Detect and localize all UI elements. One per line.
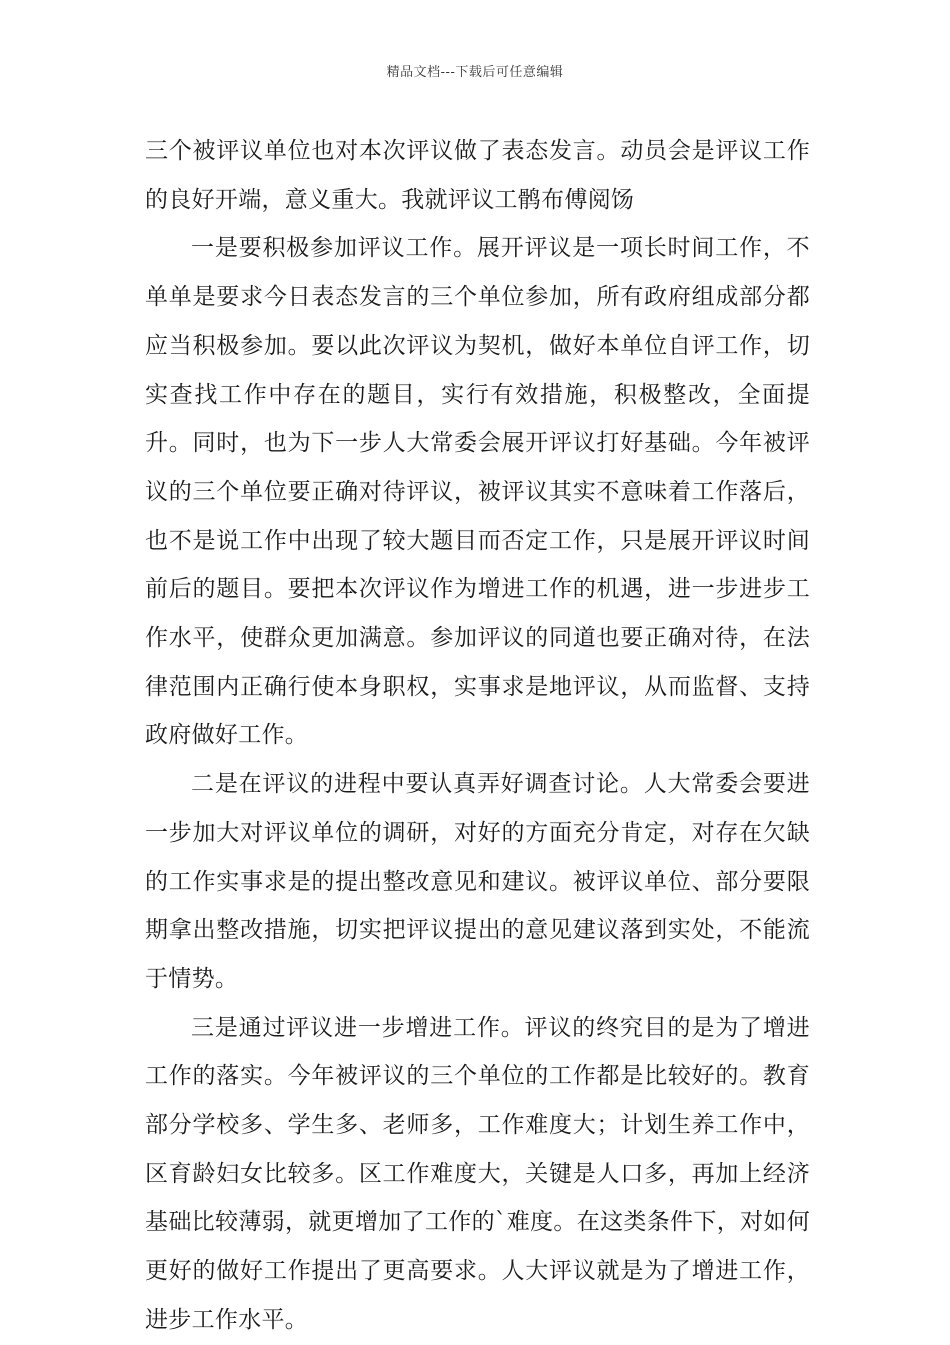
page-header: 精品文档---下载后可任意编辑: [386, 65, 564, 80]
paragraph-point-two: 二是在评议的进程中要认真弄好调查讨论。人大常委会要进一步加大对评议单位的调研，对好的方面充分肯定，对存在欠缺的工作实事求是的提出整改意见和建议。被评议单位、部分要限期拿出整改措施，切实把评议提出的意见建议落到实处，不能流于情势。: [145, 771, 810, 992]
document-body: [145, 127, 810, 1345]
paragraph-point-one: 一是要积极参加评议工作。展开评议是一项长时间工作，不单单是要求今日表态发言的三个单位参加，所有政府组成部分都应当积极参加。要以此次评议为契机，做好本单位自评工作，切实查找工作中存在的题目，实行有效措施，积极整改，全面提升。同时，也为下一步人大常委会展开评议打好基础。今年被评议的三个单位要正确对待评议，被评议其实不意味着工作落后，也不是说工作中出现了较大题目而否定工作，只是展开评议时间前后的题目。要把本次评议作为增进工作的机遇，进一步进步工作水平，使群众更加满意。参加评议的同道也要正确对待，在法律范围内正确行使本身职权，实事求是地评议，从而监督、支持政府做好工作。: [145, 235, 810, 749]
paragraph-continuation: 三个被评议单位也对本次评议做了表态发言。动员会是评议工作的良好开端，意义重大。我就评议工鹘布傅阅饧: [145, 138, 810, 213]
paragraph-point-three: 三是通过评议进一步增进工作。评议的终究目的是为了增进工作的落实。今年被评议的三个单位的工作都是比较好的。教育部分学校多、学生多、老师多，工作难度大；计划生养工作中，区育龄妇女比较多。区工作难度大，关键是人口多，再加上经济基础比较薄弱，就更增加了工作的`难度。在这类条件下，对如何更好的做好工作提出了更高要求。人大评议就是为了增进工作，进步工作水平。: [145, 1014, 810, 1333]
